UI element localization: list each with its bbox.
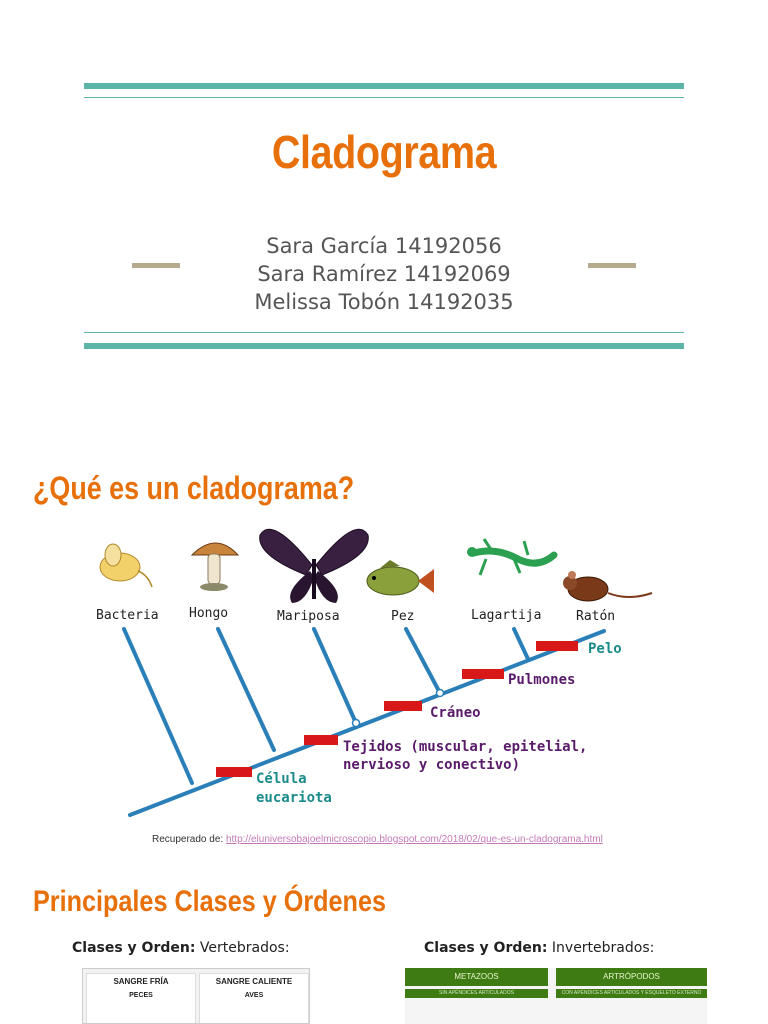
bottom-rule-thin <box>84 332 684 333</box>
label-hongo: Hongo <box>189 606 229 621</box>
trait-tejidos-1: Tejidos (muscular, epitelial, <box>343 739 588 755</box>
vertebrados-col-cold <box>86 973 196 1024</box>
col-sub-peces: PECES <box>129 992 153 999</box>
label-raton: Ratón <box>576 609 616 624</box>
credit-link[interactable]: http://eluniversobajoelmicroscopio.blogspot.com/2018/02/que-es-un-cladograma.html <box>225 834 603 845</box>
label-lagartija: Lagartija <box>471 608 542 623</box>
vertebrados-caption-bold: Clases y Orden: <box>72 940 196 956</box>
credit-prefix: Recuperado de: <box>152 834 224 845</box>
author-1: Sara García 14192056 <box>266 234 502 258</box>
cladogram-figure <box>88 525 668 825</box>
vertebrados-caption-text: Vertebrados: <box>195 940 290 956</box>
bacteria-icon <box>100 544 152 587</box>
top-rule-thick <box>84 83 684 89</box>
invertebrados-caption-text: Invertebrados: <box>547 940 655 956</box>
fish-icon <box>367 560 434 595</box>
sub-metazoos: SIN APÉNDICES ARTICULADOS <box>405 989 548 998</box>
image-credit <box>152 834 603 845</box>
slide-title: Cladograma <box>271 126 497 178</box>
butterfly-icon <box>260 529 369 603</box>
cladogram-branches <box>124 629 604 815</box>
author-list <box>0 232 768 316</box>
trait-pelo: Pelo <box>588 641 622 657</box>
author-2: Sara Ramírez 14192069 <box>257 262 511 286</box>
trait-pulmones: Pulmones <box>508 672 576 688</box>
header-artropodos: ARTRÓPODOS <box>556 968 707 986</box>
invertebrados-image <box>405 968 707 1024</box>
trait-eucariota: eucariota <box>256 790 332 806</box>
label-bacteria: Bacteria <box>96 608 159 623</box>
label-pez: Pez <box>391 609 415 624</box>
mouse-icon <box>563 571 652 601</box>
lizard-icon <box>467 539 554 575</box>
trait-tejidos-2: nervioso y conectivo) <box>343 757 521 773</box>
trait-celula: Célula <box>256 771 307 787</box>
sub-artropodos: CON APÉNDICES ARTICULADOS Y ESQUELETO EXTERNO <box>556 989 707 998</box>
vertebrados-col-warm <box>199 973 309 1024</box>
mushroom-icon <box>192 543 238 591</box>
vertebrados-image <box>82 968 310 1024</box>
top-rule-thin <box>84 97 684 98</box>
trait-craneo: Cráneo <box>430 705 481 721</box>
col-sub-aves: AVES <box>244 992 264 999</box>
section-heading-classes: Principales Clases y Órdenes <box>33 885 386 918</box>
author-3: Melissa Tobón 14192035 <box>254 290 514 314</box>
col-header-sangre-caliente: SANGRE CALIENTE <box>215 977 293 986</box>
col-header-sangre-fria: SANGRE FRÍA <box>113 977 169 986</box>
vertebrados-caption <box>72 940 290 956</box>
section-heading-what-is: ¿Qué es un cladograma? <box>33 470 355 506</box>
bottom-rule-thick <box>84 343 684 349</box>
label-mariposa: Mariposa <box>277 609 340 624</box>
invertebrados-caption <box>424 940 654 956</box>
invertebrados-caption-bold: Clases y Orden: <box>424 940 548 956</box>
header-metazoos: METAZOOS <box>405 968 548 986</box>
